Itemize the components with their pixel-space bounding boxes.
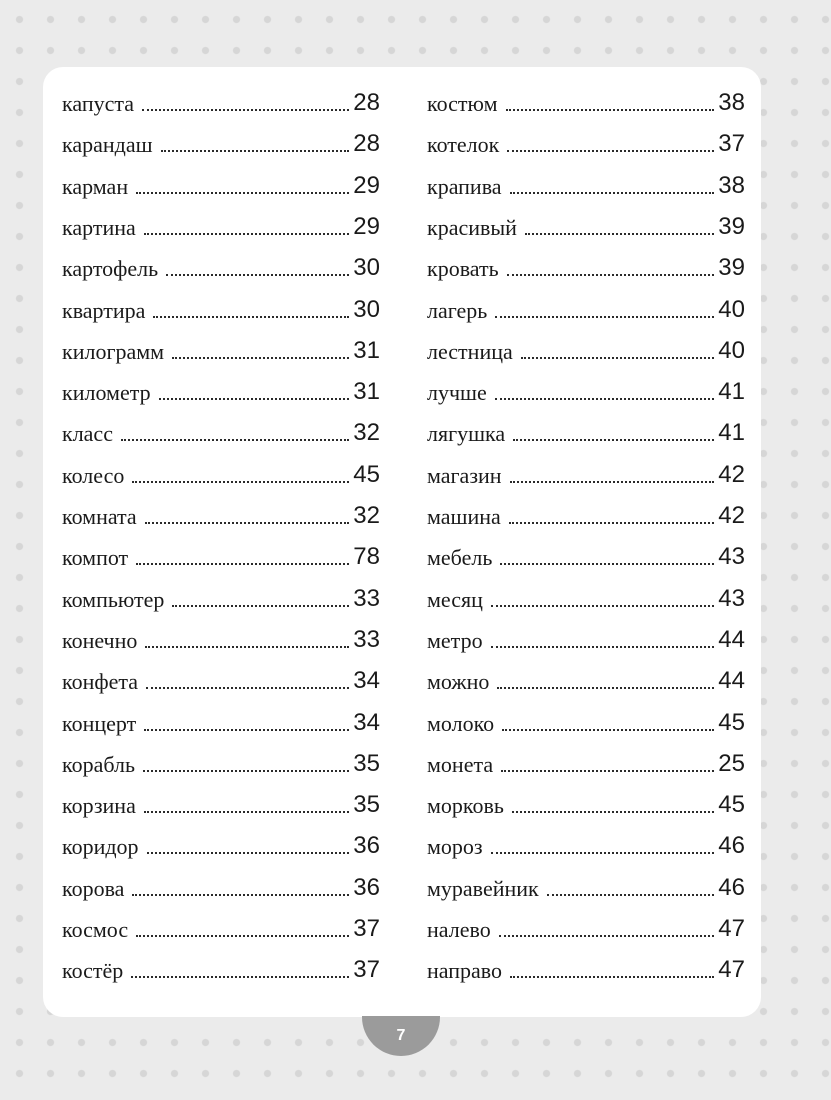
dot-leader (491, 646, 715, 648)
index-word: костёр (62, 958, 124, 984)
index-page-number: 42 (718, 460, 745, 488)
index-word: крапива (427, 173, 502, 199)
index-page-number: 37 (718, 130, 745, 158)
index-word: космос (62, 917, 129, 942)
dot-leader (172, 357, 349, 359)
index-entry (62, 783, 380, 817)
dot-leader (491, 605, 714, 607)
index-word: лягушка (427, 421, 506, 447)
index-word: колесо (62, 462, 125, 488)
dot-leader (510, 481, 715, 483)
index-entry (62, 824, 380, 858)
index-entry (62, 122, 380, 156)
dot-leader (506, 109, 715, 111)
dot-leader (132, 481, 349, 483)
index-word: красивый (427, 214, 517, 240)
index-entry (62, 618, 380, 652)
index-page-number: 33 (353, 625, 380, 653)
index-word: комната (62, 504, 137, 529)
dot-leader (510, 192, 715, 194)
index-card (43, 67, 761, 1017)
index-entry (62, 246, 380, 280)
index-word: метро (427, 627, 483, 653)
index-word: конечно (62, 627, 138, 653)
index-entry (62, 81, 380, 115)
index-page-number: 38 (718, 171, 745, 199)
index-page-number: 45 (718, 791, 745, 819)
index-word: класс (62, 421, 113, 447)
index-page-number: 44 (718, 667, 745, 695)
index-entry (62, 411, 380, 445)
index-page-number: 46 (718, 873, 745, 901)
index-entry (62, 659, 380, 693)
dot-leader (145, 522, 350, 524)
index-word: километр (62, 380, 151, 406)
dot-leader (131, 976, 349, 978)
index-word: молоко (427, 710, 495, 736)
index-page-number: 35 (353, 749, 380, 777)
index-word: компьютер (62, 586, 165, 612)
index-entry (427, 742, 745, 776)
dot-leader (507, 274, 715, 276)
index-word: налево (427, 917, 491, 942)
index-page-number: 46 (718, 832, 745, 860)
index-entry (427, 866, 745, 900)
dot-leader (144, 233, 350, 235)
index-page-number: 40 (718, 336, 745, 364)
index-page-number: 34 (353, 708, 380, 736)
index-entry (427, 453, 745, 487)
dot-leader (510, 976, 714, 978)
index-page-number: 29 (353, 171, 380, 199)
dot-leader (144, 729, 349, 731)
dot-leader (145, 646, 349, 648)
dot-leader (121, 439, 349, 441)
index-page-number: 35 (353, 791, 380, 819)
index-page-number: 33 (353, 584, 380, 612)
index-page-number: 28 (353, 130, 380, 158)
index-entry (62, 948, 380, 982)
index-word: карман (62, 173, 129, 199)
dot-leader (507, 150, 714, 152)
index-word: килограмм (62, 338, 165, 364)
index-word: направо (427, 958, 503, 984)
index-page-number: 38 (718, 89, 745, 116)
index-entry (62, 742, 380, 776)
dot-leader (136, 935, 349, 937)
index-entry (427, 81, 745, 115)
index-entry (62, 494, 380, 528)
index-entry (427, 948, 745, 982)
index-word: лагерь (427, 297, 488, 323)
index-page-number: 30 (353, 295, 380, 323)
index-word: корзина (62, 793, 136, 819)
dot-leader (495, 398, 715, 400)
index-entry (427, 824, 745, 858)
index-word: концерт (62, 710, 137, 736)
index-word: котелок (427, 132, 500, 158)
index-page-number: 31 (353, 336, 380, 364)
index-entry (427, 659, 745, 693)
dot-leader (172, 605, 349, 607)
index-word: капуста (62, 91, 135, 116)
index-entry (427, 246, 745, 280)
index-entry (62, 164, 380, 198)
dot-leader (525, 233, 714, 235)
index-entry (427, 907, 745, 941)
index-word: конфета (62, 669, 139, 695)
dot-leader (501, 770, 714, 772)
index-word: лестница (427, 338, 513, 364)
index-word: муравейник (427, 875, 539, 901)
index-page-number: 28 (353, 89, 380, 116)
index-page-number: 44 (718, 625, 745, 653)
dot-leader (502, 729, 714, 731)
index-entry (427, 783, 745, 817)
index-entry (62, 907, 380, 941)
page-number: 7 (396, 1027, 406, 1044)
index-entry (62, 329, 380, 363)
index-entry (62, 288, 380, 322)
index-page-number: 42 (718, 502, 745, 529)
page-number-tab (362, 1016, 440, 1056)
index-word: картофель (62, 256, 159, 282)
dot-leader (509, 522, 715, 524)
dot-leader (497, 687, 714, 689)
index-entry (427, 618, 745, 652)
index-page-number: 47 (718, 915, 745, 942)
dot-leader (136, 563, 349, 565)
index-word: корабль (62, 751, 135, 777)
index-word: месяц (427, 586, 483, 612)
dot-leader (146, 687, 349, 689)
dot-leader (500, 563, 714, 565)
index-entry (62, 453, 380, 487)
index-page-number: 43 (718, 543, 745, 571)
dot-leader (513, 439, 714, 441)
index-word: компот (62, 545, 129, 571)
index-entry (427, 701, 745, 735)
index-word: костюм (427, 91, 498, 116)
index-entry (427, 205, 745, 239)
index-page-number: 39 (718, 254, 745, 282)
index-entry (427, 577, 745, 611)
dot-leader (521, 357, 715, 359)
index-page-number: 78 (353, 543, 380, 571)
index-page-number: 45 (353, 460, 380, 488)
dot-leader (136, 192, 349, 194)
index-entry (62, 535, 380, 569)
index-page-number: 31 (353, 378, 380, 406)
index-page-number: 41 (718, 419, 745, 447)
index-page-number: 34 (353, 667, 380, 695)
index-word: мороз (427, 834, 483, 860)
index-page-number: 40 (718, 295, 745, 323)
index-page-number: 36 (353, 832, 380, 860)
index-entry (62, 866, 380, 900)
dot-leader (153, 316, 349, 318)
index-entry (427, 164, 745, 198)
index-entry (427, 411, 745, 445)
index-entry (427, 370, 745, 404)
index-entry (427, 494, 745, 528)
index-entry (427, 535, 745, 569)
index-page-number: 47 (718, 956, 745, 984)
index-entry (62, 205, 380, 239)
dot-leader (144, 811, 349, 813)
index-page-number: 29 (353, 212, 380, 240)
index-entry (427, 122, 745, 156)
dot-leader (547, 894, 715, 896)
index-word: можно (427, 669, 490, 695)
dot-leader (491, 852, 715, 854)
index-page-number: 39 (718, 212, 745, 240)
index-page-number: 37 (353, 956, 380, 984)
dot-leader (161, 150, 350, 152)
index-entry (62, 701, 380, 735)
index-word: коридор (62, 834, 139, 860)
index-word: квартира (62, 297, 146, 323)
index-word: мебель (427, 545, 493, 571)
dot-leader (512, 811, 714, 813)
index-entry (62, 370, 380, 404)
index-word: кровать (427, 256, 499, 282)
index-entry (427, 329, 745, 363)
dot-leader (143, 770, 349, 772)
dot-leader (147, 852, 350, 854)
index-word: магазин (427, 462, 502, 488)
index-page-number: 41 (718, 378, 745, 406)
index-word: корова (62, 875, 125, 901)
dot-leader (495, 316, 714, 318)
index-entry (427, 288, 745, 322)
index-word: морковь (427, 793, 504, 819)
index-word: монета (427, 751, 494, 777)
dot-leader (499, 935, 715, 937)
dot-leader (132, 894, 349, 896)
index-entry (62, 577, 380, 611)
dot-leader (166, 274, 349, 276)
dot-leader (159, 398, 350, 400)
index-page-number: 30 (353, 254, 380, 282)
index-page-number: 32 (353, 419, 380, 447)
index-page-number: 37 (353, 915, 380, 942)
index-page-number: 25 (718, 749, 745, 777)
index-word: лучше (427, 380, 487, 406)
index-word: картина (62, 214, 136, 240)
dot-leader (142, 109, 349, 111)
index-page-number: 32 (353, 502, 380, 529)
index-page-number: 45 (718, 708, 745, 736)
index-page-number: 36 (353, 873, 380, 901)
index-page-number: 43 (718, 584, 745, 612)
index-word: карандаш (62, 132, 153, 158)
index-word: машина (427, 504, 501, 529)
